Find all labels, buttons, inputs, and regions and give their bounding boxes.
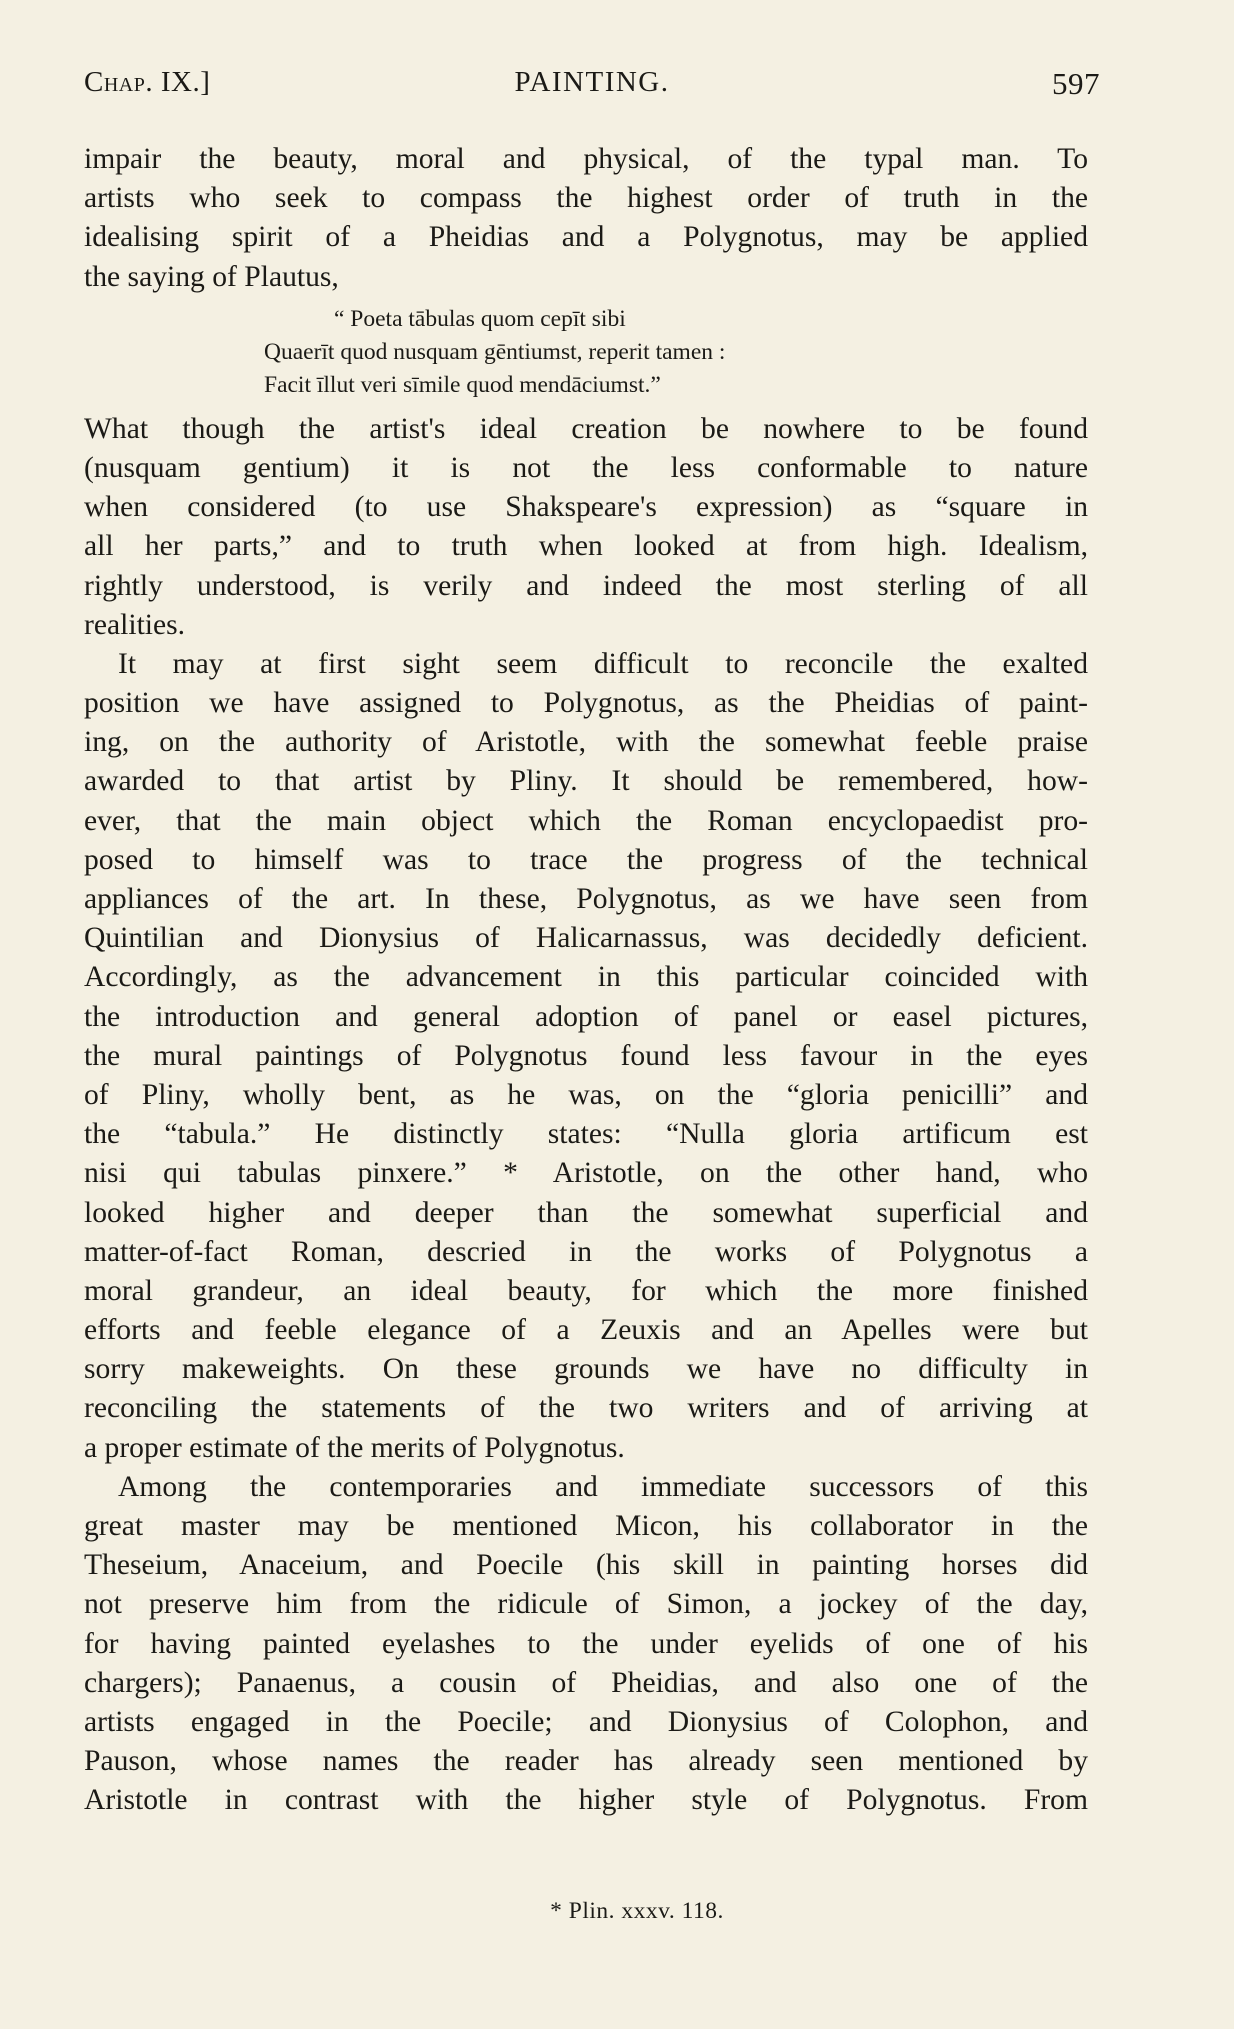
quote-line: Facit īllut veri sīmile quod mendāciumst.” <box>264 371 661 398</box>
text-line: awarded to that artist by Pliny. It should be remembered, how- <box>84 765 1088 798</box>
text-line: (nusquam gentium) it is not the less conformable to nature <box>84 451 1088 484</box>
paragraph-3 <box>84 645 1088 1468</box>
paragraph-1 <box>84 140 1088 297</box>
text-line: Pauson, whose names the reader has already seen mentioned by <box>84 1745 1088 1778</box>
text-line: artists who seek to compass the highest order of truth in the <box>84 182 1088 215</box>
text-line: posed to himself was to trace the progress of the technical <box>84 843 1088 876</box>
footnote <box>0 1898 1234 1925</box>
text-line: great master may be mentioned Micon, his collaborator in the <box>84 1510 1088 1542</box>
text-line: the mural paintings of Polygnotus found less favour in the eyes <box>84 1039 1088 1072</box>
page-title: PAINTING. <box>514 66 670 98</box>
text-line: when considered (to use Shakspeare's expression) as “square in <box>84 491 1088 524</box>
text-line: Quintilian and Dionysius of Halicarnassus, was decidedly deficient. <box>84 922 1088 955</box>
text-line: ever, that the main object which the Roman encyclopaedist pro- <box>84 804 1088 837</box>
text-line: efforts and feeble elegance of a Zeuxis and an Apelles were but <box>84 1314 1088 1347</box>
text-line: ing, on the authority of Aristotle, with the somewhat feeble praise <box>84 726 1088 759</box>
text-line: It may at first sight seem difficult to reconcile the exalted <box>118 647 1088 680</box>
text-line: impair the beauty, moral and physical, of the typal man. To <box>84 143 1088 175</box>
text-line: appliances of the art. In these, Polygnotus, as we have seen from <box>84 883 1088 915</box>
text-line: matter-of-fact Roman, descried in the works of Polygnotus a <box>84 1235 1088 1268</box>
text-line: sorry makeweights. On these grounds we have no difficulty in <box>84 1353 1088 1386</box>
paragraph-2 <box>84 410 1088 645</box>
chapter-label: Chap. IX.] <box>84 66 211 98</box>
text-line: the “tabula.” He distinctly states: “Nulla gloria artificum est <box>84 1118 1088 1151</box>
text-line: looked higher and deeper than the somewhat superficial and <box>84 1196 1088 1229</box>
text-line: for having painted eyelashes to the under eyelids of one of his <box>84 1627 1088 1660</box>
text-line: realities. <box>84 608 186 641</box>
text-line: not preserve him from the ridicule of Simon, a jockey of the day, <box>84 1588 1088 1621</box>
page-number: 597 <box>1052 66 1100 101</box>
text-line: Aristotle in contrast with the higher style of Polygnotus. From <box>84 1784 1088 1817</box>
text-line: Among the contemporaries and immediate successors of this <box>118 1470 1088 1503</box>
text-line: rightly understood, is verily and indeed the most sterling of all <box>84 569 1088 602</box>
text-line: moral grandeur, an ideal beauty, for which the more finished <box>84 1274 1088 1307</box>
text-line: position we have assigned to Polygnotus, as the Pheidias of paint- <box>84 687 1088 720</box>
text-line: nisi qui tabulas pinxere.” * Aristotle, on the other hand, who <box>84 1157 1088 1190</box>
text-line: artists engaged in the Poecile; and Dionysius of Colophon, and <box>84 1705 1088 1738</box>
text-line: chargers); Panaenus, a cousin of Pheidias, and also one of the <box>84 1666 1088 1699</box>
quote-line: Quaerīt quod nusquam gēntiumst, reperit tamen : <box>264 338 726 365</box>
text-line: Theseium, Anaceium, and Poecile (his skill in painting horses did <box>84 1549 1088 1582</box>
text-line: of Pliny, wholly bent, as he was, on the “gloria penicilli” and <box>84 1078 1088 1111</box>
footnote-text: * Plin. xxxv. 118. <box>550 1898 724 1924</box>
text-line: Accordingly, as the advancement in this particular coincided with <box>84 961 1088 994</box>
quote-line: “ Poeta tābulas quom cepīt sibi <box>334 305 626 332</box>
text-line: all her parts,” and to truth when looked at from high. Idealism, <box>84 530 1088 563</box>
body-text <box>84 140 1088 1821</box>
text-line: the introduction and general adoption of panel or easel pictures, <box>84 1000 1088 1033</box>
text-line: idealising spirit of a Pheidias and a Polygnotus, may be applied <box>84 221 1088 254</box>
text-line: the saying of Plautus, <box>84 260 339 293</box>
latin-quotation <box>84 303 1088 402</box>
text-line: a proper estimate of the merits of Polygnotus. <box>84 1431 625 1464</box>
paragraph-4 <box>84 1468 1088 1821</box>
running-head <box>84 66 1100 108</box>
text-line: What though the artist's ideal creation be nowhere to be found <box>84 412 1088 445</box>
text-line: reconciling the statements of the two writers and of arriving at <box>84 1392 1088 1425</box>
